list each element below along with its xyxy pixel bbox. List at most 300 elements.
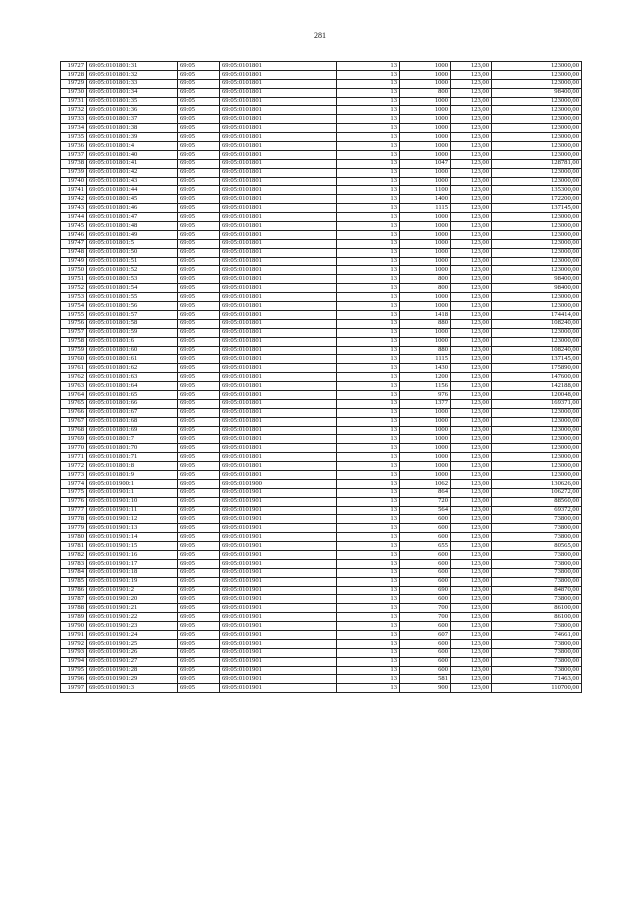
cadastral-number-cell: 69:05:0101801:41 (87, 159, 178, 168)
table-row (61, 613, 582, 622)
rate-value-cell: 123,00 (451, 177, 492, 186)
cadastral-number-cell: 69:05:0101801:68 (87, 417, 178, 426)
rate-value-cell: 123,00 (451, 186, 492, 195)
category-code-cell: 13 (337, 168, 400, 177)
table-row (61, 426, 582, 435)
table-row (61, 177, 582, 186)
cadastral-number-cell: 69:05:0101801:43 (87, 177, 178, 186)
cadastral-block-cell: 69:05:0101901 (220, 488, 337, 497)
category-code-cell: 13 (337, 444, 400, 453)
rate-value-cell: 123,00 (451, 604, 492, 613)
rate-value-cell: 123,00 (451, 657, 492, 666)
row-number-cell: 19795 (61, 666, 87, 675)
table-row (61, 515, 582, 524)
cadastral-block-cell: 69:05:0101801 (220, 106, 337, 115)
total-value-cell: 73800,00 (492, 524, 582, 533)
area-value-cell: 1000 (400, 115, 451, 124)
cadastral-block-cell: 69:05:0101801 (220, 399, 337, 408)
cadastral-number-cell: 69:05:0101801:57 (87, 310, 178, 319)
table-row (61, 577, 582, 586)
category-code-cell: 13 (337, 213, 400, 222)
cadastral-block-cell: 69:05:0101801 (220, 168, 337, 177)
cadastral-number-cell: 69:05:0101901:2 (87, 586, 178, 595)
area-value-cell: 1115 (400, 355, 451, 364)
area-value-cell: 1000 (400, 79, 451, 88)
area-value-cell: 1000 (400, 222, 451, 231)
total-value-cell: 98400,00 (492, 275, 582, 284)
cadastral-number-cell: 69:05:0101901:17 (87, 559, 178, 568)
row-number-cell: 19752 (61, 284, 87, 293)
total-value-cell: 73800,00 (492, 559, 582, 568)
cadastral-number-cell: 69:05:0101801:70 (87, 444, 178, 453)
area-value-cell: 880 (400, 319, 451, 328)
row-number-cell: 19772 (61, 462, 87, 471)
cadastral-block-cell: 69:05:0101801 (220, 390, 337, 399)
rate-value-cell: 123,00 (451, 515, 492, 524)
cadastral-block-cell: 69:05:0101801 (220, 177, 337, 186)
rate-value-cell: 123,00 (451, 337, 492, 346)
table-row (61, 275, 582, 284)
table-row (61, 62, 582, 71)
category-code-cell: 13 (337, 195, 400, 204)
area-value-cell: 1000 (400, 150, 451, 159)
total-value-cell: 106272,00 (492, 488, 582, 497)
table-row (61, 479, 582, 488)
region-code-cell: 69:05 (178, 177, 220, 186)
region-code-cell: 69:05 (178, 586, 220, 595)
table-row (61, 284, 582, 293)
cadastral-block-cell: 69:05:0101801 (220, 266, 337, 275)
cadastral-number-cell: 69:05:0101801:71 (87, 453, 178, 462)
category-code-cell: 13 (337, 275, 400, 284)
table-row (61, 310, 582, 319)
cadastral-number-cell: 69:05:0101801:58 (87, 319, 178, 328)
total-value-cell: 84870,00 (492, 586, 582, 595)
area-value-cell: 1000 (400, 106, 451, 115)
total-value-cell: 142188,00 (492, 382, 582, 391)
category-code-cell: 13 (337, 435, 400, 444)
region-code-cell: 69:05 (178, 648, 220, 657)
area-value-cell: 1430 (400, 364, 451, 373)
region-code-cell: 69:05 (178, 133, 220, 142)
cadastral-number-cell: 69:05:0101801:61 (87, 355, 178, 364)
region-code-cell: 69:05 (178, 302, 220, 311)
region-code-cell: 69:05 (178, 426, 220, 435)
category-code-cell: 13 (337, 524, 400, 533)
region-code-cell: 69:05 (178, 399, 220, 408)
total-value-cell: 69372,00 (492, 506, 582, 515)
cadastral-number-cell: 69:05:0101801:56 (87, 302, 178, 311)
table-row (61, 115, 582, 124)
total-value-cell: 123000,00 (492, 62, 582, 71)
total-value-cell: 73800,00 (492, 639, 582, 648)
category-code-cell: 13 (337, 684, 400, 693)
region-code-cell: 69:05 (178, 222, 220, 231)
page-number: 281 (314, 31, 326, 40)
row-number-cell: 19768 (61, 426, 87, 435)
row-number-cell: 19783 (61, 559, 87, 568)
cadastral-number-cell: 69:05:0101801:5 (87, 239, 178, 248)
table-row (61, 399, 582, 408)
total-value-cell: 108240,00 (492, 346, 582, 355)
rate-value-cell: 123,00 (451, 666, 492, 675)
row-number-cell: 19755 (61, 310, 87, 319)
cadastral-block-cell: 69:05:0101801 (220, 79, 337, 88)
total-value-cell: 123000,00 (492, 302, 582, 311)
category-code-cell: 13 (337, 142, 400, 151)
region-code-cell: 69:05 (178, 150, 220, 159)
category-code-cell: 13 (337, 186, 400, 195)
row-number-cell: 19751 (61, 275, 87, 284)
row-number-cell: 19761 (61, 364, 87, 373)
cadastral-block-cell: 69:05:0101801 (220, 328, 337, 337)
region-code-cell: 69:05 (178, 453, 220, 462)
row-number-cell: 19744 (61, 213, 87, 222)
cadastral-block-cell: 69:05:0101901 (220, 586, 337, 595)
cadastral-number-cell: 69:05:0101801:39 (87, 133, 178, 142)
area-value-cell: 1062 (400, 479, 451, 488)
table-row (61, 248, 582, 257)
category-code-cell: 13 (337, 675, 400, 684)
table-row (61, 666, 582, 675)
cadastral-number-cell: 69:05:0101801:34 (87, 88, 178, 97)
table-row (61, 675, 582, 684)
rate-value-cell: 123,00 (451, 293, 492, 302)
row-number-cell: 19754 (61, 302, 87, 311)
area-value-cell: 1000 (400, 213, 451, 222)
table-row (61, 239, 582, 248)
rate-value-cell: 123,00 (451, 239, 492, 248)
table-row (61, 364, 582, 373)
total-value-cell: 123000,00 (492, 328, 582, 337)
total-value-cell: 123000,00 (492, 426, 582, 435)
rate-value-cell: 123,00 (451, 159, 492, 168)
cadastral-block-cell: 69:05:0101801 (220, 453, 337, 462)
category-code-cell: 13 (337, 515, 400, 524)
category-code-cell: 13 (337, 506, 400, 515)
cadastral-number-cell: 69:05:0101801:7 (87, 435, 178, 444)
area-value-cell: 1000 (400, 328, 451, 337)
rate-value-cell: 123,00 (451, 150, 492, 159)
row-number-cell: 19740 (61, 177, 87, 186)
region-code-cell: 69:05 (178, 97, 220, 106)
table-row (61, 568, 582, 577)
total-value-cell: 175890,00 (492, 364, 582, 373)
total-value-cell: 86100,00 (492, 604, 582, 613)
rate-value-cell: 123,00 (451, 168, 492, 177)
table-row (61, 622, 582, 631)
table-row (61, 462, 582, 471)
rate-value-cell: 123,00 (451, 346, 492, 355)
row-number-cell: 19748 (61, 248, 87, 257)
region-code-cell: 69:05 (178, 364, 220, 373)
row-number-cell: 19777 (61, 506, 87, 515)
rate-value-cell: 123,00 (451, 88, 492, 97)
table-row (61, 470, 582, 479)
region-code-cell: 69:05 (178, 310, 220, 319)
row-number-cell: 19789 (61, 613, 87, 622)
cadastral-number-cell: 69:05:0101901:19 (87, 577, 178, 586)
rate-value-cell: 123,00 (451, 622, 492, 631)
area-value-cell: 1000 (400, 266, 451, 275)
cadastral-number-cell: 69:05:0101801:47 (87, 213, 178, 222)
rate-value-cell: 123,00 (451, 444, 492, 453)
cadastral-block-cell: 69:05:0101801 (220, 124, 337, 133)
total-value-cell: 123000,00 (492, 266, 582, 275)
rate-value-cell: 123,00 (451, 257, 492, 266)
cadastral-number-cell: 69:05:0101801:49 (87, 230, 178, 239)
region-code-cell: 69:05 (178, 257, 220, 266)
row-number-cell: 19739 (61, 168, 87, 177)
area-value-cell: 700 (400, 613, 451, 622)
table-row (61, 417, 582, 426)
area-value-cell: 880 (400, 346, 451, 355)
area-value-cell: 600 (400, 550, 451, 559)
region-code-cell: 69:05 (178, 275, 220, 284)
table-row (61, 293, 582, 302)
region-code-cell: 69:05 (178, 70, 220, 79)
cadastral-number-cell: 69:05:0101901:23 (87, 622, 178, 631)
row-number-cell: 19766 (61, 408, 87, 417)
cadastral-block-cell: 69:05:0101901 (220, 550, 337, 559)
area-value-cell: 1377 (400, 399, 451, 408)
cadastral-block-cell: 69:05:0101901 (220, 604, 337, 613)
row-number-cell: 19727 (61, 62, 87, 71)
rate-value-cell: 123,00 (451, 222, 492, 231)
cadastral-block-cell: 69:05:0101801 (220, 159, 337, 168)
cadastral-block-cell: 69:05:0101901 (220, 684, 337, 693)
row-number-cell: 19775 (61, 488, 87, 497)
table-row (61, 631, 582, 640)
category-code-cell: 13 (337, 408, 400, 417)
total-value-cell: 137145,00 (492, 204, 582, 213)
cadastral-block-cell: 69:05:0101801 (220, 293, 337, 302)
area-value-cell: 655 (400, 542, 451, 551)
row-number-cell: 19760 (61, 355, 87, 364)
rate-value-cell: 123,00 (451, 399, 492, 408)
cadastral-number-cell: 69:05:0101801:36 (87, 106, 178, 115)
area-value-cell: 1000 (400, 417, 451, 426)
cadastral-block-cell: 69:05:0101901 (220, 622, 337, 631)
cadastral-block-cell: 69:05:0101901 (220, 533, 337, 542)
area-value-cell: 1000 (400, 293, 451, 302)
region-code-cell: 69:05 (178, 524, 220, 533)
category-code-cell: 13 (337, 293, 400, 302)
cadastral-block-cell: 69:05:0101801 (220, 364, 337, 373)
total-value-cell: 73800,00 (492, 568, 582, 577)
row-number-cell: 19736 (61, 142, 87, 151)
category-code-cell: 13 (337, 648, 400, 657)
total-value-cell: 123000,00 (492, 79, 582, 88)
category-code-cell: 13 (337, 470, 400, 479)
cadastral-number-cell: 69:05:0101801:50 (87, 248, 178, 257)
cadastral-block-cell: 69:05:0101801 (220, 248, 337, 257)
table-row (61, 373, 582, 382)
table-row (61, 79, 582, 88)
rate-value-cell: 123,00 (451, 124, 492, 133)
total-value-cell: 123000,00 (492, 150, 582, 159)
cadastral-block-cell: 69:05:0101801 (220, 337, 337, 346)
cadastral-block-cell: 69:05:0101801 (220, 426, 337, 435)
area-value-cell: 800 (400, 275, 451, 284)
table-row (61, 390, 582, 399)
row-number-cell: 19758 (61, 337, 87, 346)
category-code-cell: 13 (337, 479, 400, 488)
rate-value-cell: 123,00 (451, 382, 492, 391)
row-number-cell: 19767 (61, 417, 87, 426)
total-value-cell: 123000,00 (492, 124, 582, 133)
cadastral-block-cell: 69:05:0101801 (220, 133, 337, 142)
rate-value-cell: 123,00 (451, 310, 492, 319)
row-number-cell: 19749 (61, 257, 87, 266)
cadastral-number-cell: 69:05:0101801:60 (87, 346, 178, 355)
row-number-cell: 19786 (61, 586, 87, 595)
category-code-cell: 13 (337, 631, 400, 640)
rate-value-cell: 123,00 (451, 328, 492, 337)
area-value-cell: 1000 (400, 62, 451, 71)
cadastral-block-cell: 69:05:0101901 (220, 559, 337, 568)
cadastral-block-cell: 69:05:0101801 (220, 213, 337, 222)
total-value-cell: 123000,00 (492, 177, 582, 186)
row-number-cell: 19756 (61, 319, 87, 328)
region-code-cell: 69:05 (178, 488, 220, 497)
cadastral-number-cell: 69:05:0101801:66 (87, 399, 178, 408)
region-code-cell: 69:05 (178, 657, 220, 666)
table-row (61, 604, 582, 613)
cadastral-block-cell: 69:05:0101801 (220, 470, 337, 479)
cadastral-number-cell: 69:05:0101801:32 (87, 70, 178, 79)
region-code-cell: 69:05 (178, 293, 220, 302)
region-code-cell: 69:05 (178, 79, 220, 88)
total-value-cell: 130626,00 (492, 479, 582, 488)
rate-value-cell: 123,00 (451, 106, 492, 115)
table-row (61, 204, 582, 213)
row-number-cell: 19741 (61, 186, 87, 195)
region-code-cell: 69:05 (178, 186, 220, 195)
region-code-cell: 69:05 (178, 684, 220, 693)
rate-value-cell: 123,00 (451, 675, 492, 684)
cadastral-block-cell: 69:05:0101901 (220, 631, 337, 640)
cadastral-block-cell: 69:05:0101801 (220, 355, 337, 364)
cadastral-block-cell: 69:05:0101801 (220, 346, 337, 355)
cadastral-block-cell: 69:05:0101801 (220, 88, 337, 97)
rate-value-cell: 123,00 (451, 586, 492, 595)
cadastral-number-cell: 69:05:0101801:62 (87, 364, 178, 373)
category-code-cell: 13 (337, 542, 400, 551)
cadastral-block-cell: 69:05:0101801 (220, 284, 337, 293)
total-value-cell: 128781,00 (492, 159, 582, 168)
category-code-cell: 13 (337, 70, 400, 79)
row-number-cell: 19759 (61, 346, 87, 355)
region-code-cell: 69:05 (178, 622, 220, 631)
table-row (61, 319, 582, 328)
total-value-cell: 73800,00 (492, 577, 582, 586)
table-row (61, 355, 582, 364)
category-code-cell: 13 (337, 257, 400, 266)
area-value-cell: 600 (400, 533, 451, 542)
category-code-cell: 13 (337, 417, 400, 426)
cadastral-number-cell: 69:05:0101901:28 (87, 666, 178, 675)
row-number-cell: 19745 (61, 222, 87, 231)
row-number-cell: 19733 (61, 115, 87, 124)
cadastral-number-cell: 69:05:0101901:15 (87, 542, 178, 551)
category-code-cell: 13 (337, 604, 400, 613)
table-row (61, 142, 582, 151)
table-row (61, 453, 582, 462)
cadastral-number-cell: 69:05:0101901:11 (87, 506, 178, 515)
cadastral-block-cell: 69:05:0101801 (220, 97, 337, 106)
category-code-cell: 13 (337, 248, 400, 257)
region-code-cell: 69:05 (178, 595, 220, 604)
total-value-cell: 137145,00 (492, 355, 582, 364)
rate-value-cell: 123,00 (451, 79, 492, 88)
region-code-cell: 69:05 (178, 213, 220, 222)
total-value-cell: 86100,00 (492, 613, 582, 622)
cadastral-number-cell: 69:05:0101801:48 (87, 222, 178, 231)
cadastral-number-cell: 69:05:0101801:45 (87, 195, 178, 204)
region-code-cell: 69:05 (178, 382, 220, 391)
cadastral-number-cell: 69:05:0101901:1 (87, 488, 178, 497)
category-code-cell: 13 (337, 222, 400, 231)
table-row (61, 222, 582, 231)
total-value-cell: 174414,00 (492, 310, 582, 319)
cadastral-number-cell: 69:05:0101801:67 (87, 408, 178, 417)
cadastral-number-cell: 69:05:0101801:65 (87, 390, 178, 399)
cadastral-number-cell: 69:05:0101801:53 (87, 275, 178, 284)
cadastral-number-cell: 69:05:0101801:54 (87, 284, 178, 293)
category-code-cell: 13 (337, 577, 400, 586)
cadastral-block-cell: 69:05:0101901 (220, 675, 337, 684)
area-value-cell: 976 (400, 390, 451, 399)
region-code-cell: 69:05 (178, 328, 220, 337)
cadastral-number-cell: 69:05:0101801:4 (87, 142, 178, 151)
rate-value-cell: 123,00 (451, 639, 492, 648)
cadastral-block-cell: 69:05:0101801 (220, 310, 337, 319)
row-number-cell: 19765 (61, 399, 87, 408)
rate-value-cell: 123,00 (451, 488, 492, 497)
row-number-cell: 19785 (61, 577, 87, 586)
category-code-cell: 13 (337, 302, 400, 311)
table-row (61, 159, 582, 168)
cadastral-number-cell: 69:05:0101901:21 (87, 604, 178, 613)
row-number-cell: 19782 (61, 550, 87, 559)
rate-value-cell: 123,00 (451, 248, 492, 257)
area-value-cell: 1000 (400, 408, 451, 417)
cadastral-number-cell: 69:05:0101801:69 (87, 426, 178, 435)
cadastral-block-cell: 69:05:0101901 (220, 524, 337, 533)
row-number-cell: 19743 (61, 204, 87, 213)
total-value-cell: 123000,00 (492, 470, 582, 479)
category-code-cell: 13 (337, 373, 400, 382)
rate-value-cell: 123,00 (451, 204, 492, 213)
rate-value-cell: 123,00 (451, 355, 492, 364)
table-row (61, 550, 582, 559)
rate-value-cell: 123,00 (451, 506, 492, 515)
row-number-cell: 19787 (61, 595, 87, 604)
region-code-cell: 69:05 (178, 542, 220, 551)
region-code-cell: 69:05 (178, 168, 220, 177)
table-body (61, 62, 582, 693)
cadastral-number-cell: 69:05:0101900:1 (87, 479, 178, 488)
region-code-cell: 69:05 (178, 408, 220, 417)
total-value-cell: 88560,00 (492, 497, 582, 506)
region-code-cell: 69:05 (178, 479, 220, 488)
category-code-cell: 13 (337, 79, 400, 88)
category-code-cell: 13 (337, 657, 400, 666)
total-value-cell: 98400,00 (492, 88, 582, 97)
region-code-cell: 69:05 (178, 115, 220, 124)
area-value-cell: 600 (400, 577, 451, 586)
